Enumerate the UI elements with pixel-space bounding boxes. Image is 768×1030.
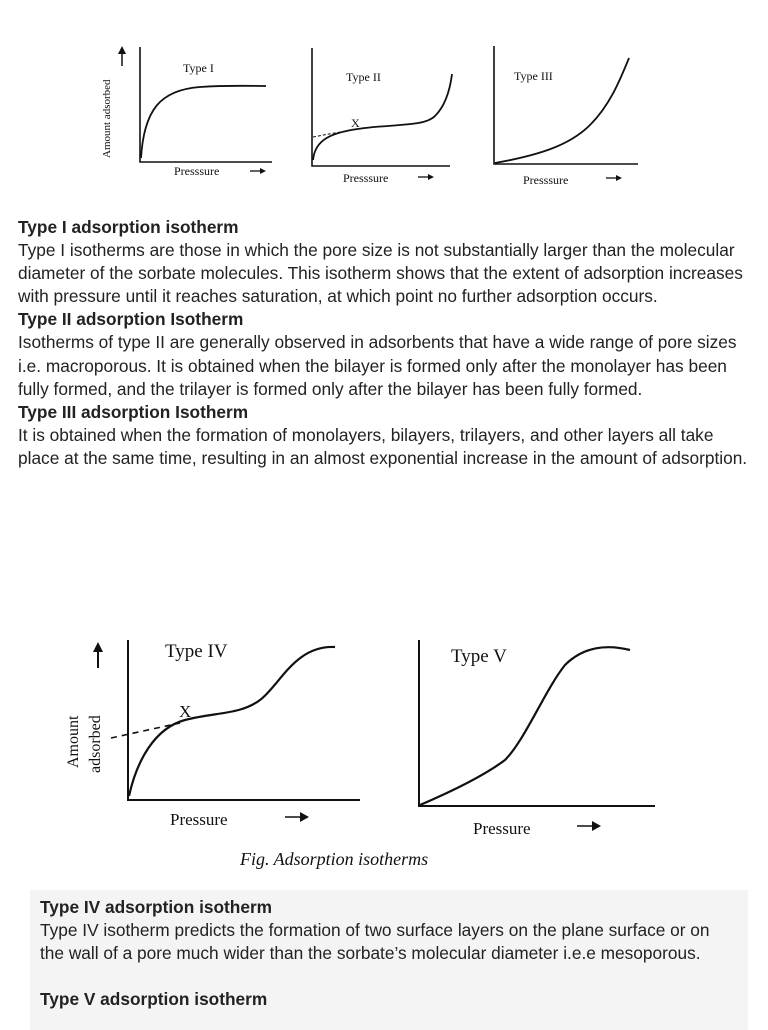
xlabel-type-1: Presssure (174, 164, 220, 178)
chart-type-1 (140, 47, 272, 178)
extrapolation-dashed-line (111, 723, 180, 738)
y-axis-label-line1: Amount (65, 715, 82, 768)
axes-type-2 (312, 48, 450, 166)
body-type-3: It is obtained when the formation of monolayers, bilayers, trilayers, and other layers all take place at the same time, resulting in an almost exponential increase in the amount of adsorption. (18, 424, 748, 468)
curve-type-4 (129, 647, 335, 796)
chart-type-3 (494, 46, 638, 187)
isotherm-figure-bottom (55, 630, 675, 880)
marker-x-type-2: X (351, 116, 360, 130)
x-arrow-icon (577, 821, 601, 831)
axes-type-4 (128, 640, 360, 800)
xlabel-type-5: Pressure (473, 819, 531, 838)
heading-type-3: Type III adsorption Isotherm (18, 401, 249, 422)
chart-type-2 (312, 48, 452, 185)
y-axis-label: Amount adsorbed (101, 79, 113, 158)
curve-type-1 (141, 86, 266, 158)
x-arrow-icon (250, 168, 266, 174)
y-axis-arrow-icon (93, 642, 103, 668)
body-type-2: Isotherms of type II are generally observed in adsorbents that have a wide range of pore sizes i.e. macroporous. It is obtained when the bilayer is formed only after the monolayer has been fully formed, and the trilayer is formed only after the bilayer has been fully formed. (18, 332, 737, 399)
xlabel-type-4: Pressure (170, 810, 228, 829)
heading-type-1: Type I adsorption isotherm (18, 217, 239, 237)
axes-type-3 (494, 46, 638, 164)
curve-type-2 (313, 74, 452, 160)
heading-type-5: Type V adsorption isotherm (40, 989, 268, 1010)
title-type-2: Type II (346, 70, 381, 84)
marker-x-type-4: X (179, 702, 192, 721)
title-type-1: Type I (183, 61, 214, 75)
chart-type-4 (111, 640, 360, 829)
y-axis-arrow-icon (118, 46, 126, 66)
y-axis-label-line2: adsorbed (87, 715, 104, 773)
heading-type-4: Type IV adsorption isotherm (40, 897, 273, 917)
figure-caption: Fig. Adsorption isotherms (240, 849, 429, 869)
body-type-4: Type IV isotherm predicts the formation of two surface layers on the plane surface or on the wall of a pore much wider than the sorbate’s molecular diameter i.e.e mesoporous. (40, 920, 710, 964)
xlabel-type-3: Presssure (523, 173, 569, 187)
xlabel-type-2: Presssure (343, 171, 389, 185)
x-arrow-icon (285, 812, 309, 822)
title-type-4: Type IV (165, 641, 228, 662)
x-arrow-icon (606, 175, 622, 181)
x-arrow-icon (418, 174, 434, 180)
body-type-1: Type I isotherms are those in which the pore size is not substantially larger than the molecular diameter of the sorbate molecules. This isotherm shows that the extent of adsorption increases with pressure until it reaches saturation, at which point no further adsorption occurs. (18, 240, 743, 307)
title-type-3: Type III (514, 69, 553, 83)
description-panel (30, 890, 748, 1030)
isotherm-figure-top (90, 40, 650, 200)
curve-type-5 (420, 647, 630, 805)
isotherm-descriptions (18, 216, 753, 470)
chart-type-5 (419, 640, 655, 838)
title-type-5: Type V (451, 646, 507, 667)
heading-type-2: Type II adsorption Isotherm (18, 309, 244, 330)
